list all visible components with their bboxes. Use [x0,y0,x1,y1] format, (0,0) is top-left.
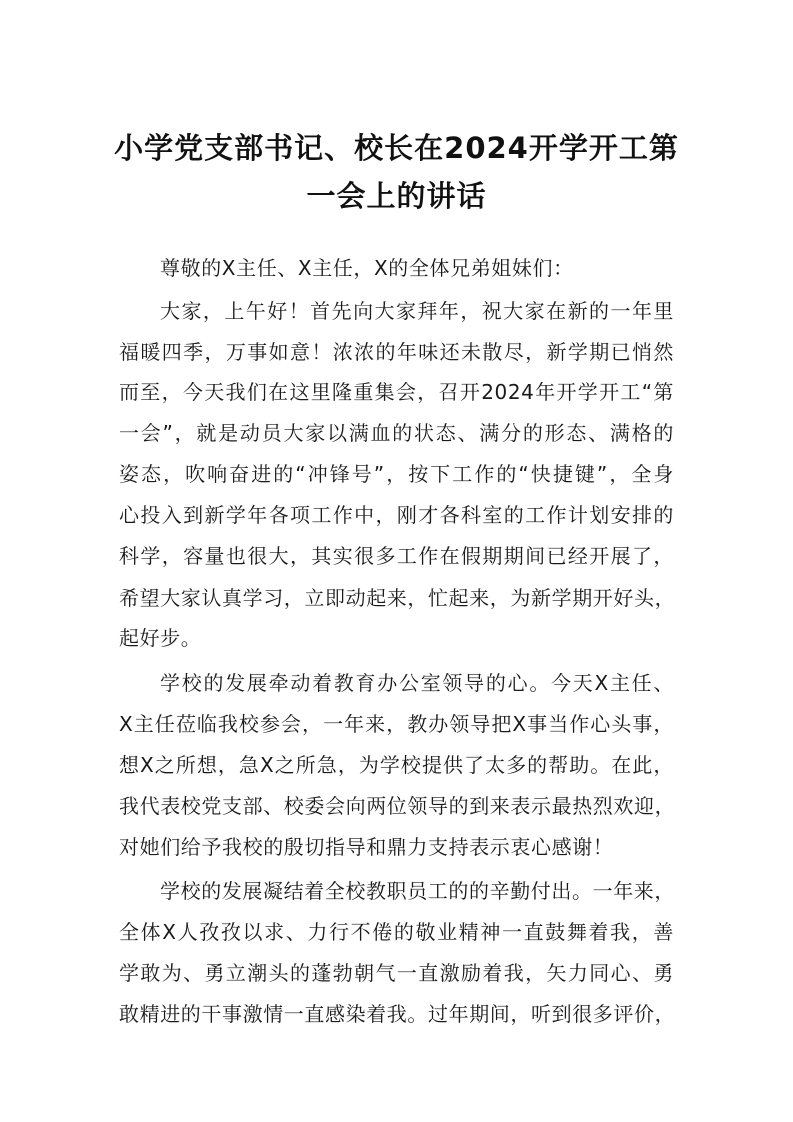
document-title-line-2: 一会上的讲话 [306,179,487,213]
salutation-line: 尊敬的X主任、X主任，X的全体兄弟姐妹们： [160,256,574,280]
text-line: 敢精进的干事激情一直感染着我。过年期间，听到很多评价， [119,1002,676,1026]
text-line: 大家，上午好！首先向大家拜年，祝大家在新的一年里 [160,299,674,323]
text-line: 一会”，就是动员大家以满血的状态、满分的形态、满格的 [119,421,674,445]
text-line: 希望大家认真学习，立即动起来，忙起来，为新学期开好头， [119,586,676,610]
text-line: 起好步。 [119,626,202,650]
document-title-line-1: 小学党支部书记、校长在2024开学开工第 [114,131,679,165]
text-line: 我代表校党支部、校委会向两位领导的到来表示最热烈欢迎， [119,794,676,818]
text-line: 学校的发展牵动着教育办公室领导的心。今天X主任、 [160,671,674,695]
text-line: 而至，今天我们在这里隆重集会，召开2024年开学开工“第 [119,380,674,404]
text-line: X主任莅临我校参会，一年来，教办领导把X事当作心头事， [119,712,674,736]
text-line: 科学，容量也很大，其实很多工作在假期期间已经开展了， [119,544,674,568]
text-line: 全体X人孜孜以求、力行不倦的敬业精神一直鼓舞着我，善 [119,920,674,944]
text-line: 对她们给予我校的殷切指导和鼎力支持表示衷心感谢！ [119,835,614,859]
text-line: 福暖四季，万事如意！浓浓的年味还未散尽，新学期已悄然 [119,340,674,364]
text-line: 姿态，吹响奋进的“冲锋号”，按下工作的“快捷键”，全身 [119,462,674,486]
text-line: 学校的发展凝结着全校教职员工的的辛勤付出。一年来， [160,879,675,903]
text-line: 学敢为、勇立潮头的蓬勃朝气一直激励着我，矢力同心、勇 [119,961,674,985]
text-line: 想X之所想，急X之所急，为学校提供了太多的帮助。在此， [119,753,674,777]
text-line: 心投入到新学年各项工作中，刚才各科室的工作计划安排的 [119,503,674,527]
